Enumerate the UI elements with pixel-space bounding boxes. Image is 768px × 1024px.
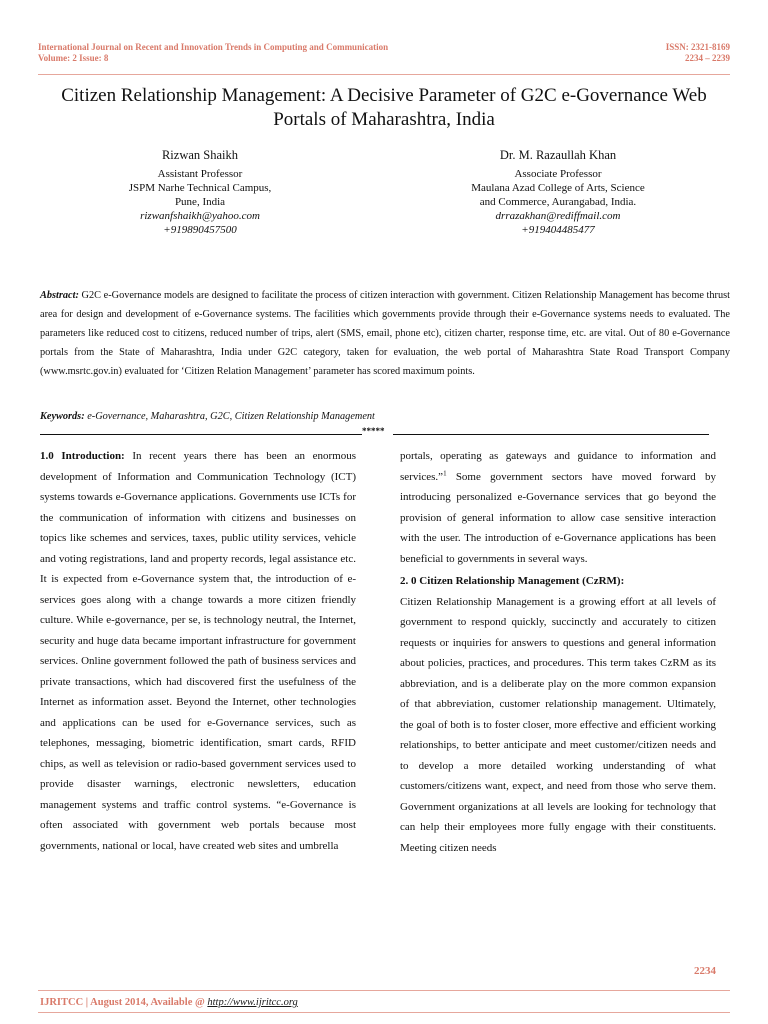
footer-rule (38, 990, 730, 991)
portals-text: portals, operating as gateways and guidance to information and services.” (400, 450, 716, 483)
abstract (40, 286, 730, 381)
volume-issue: Volume: 2 Issue: 8 (38, 53, 109, 63)
introduction-text: In recent years there has been an enormous development of Information and Communication Technology (ICT) systems towards e-Governance applications. Governments use ICTs for the communication of information with citizens and businesses on topics like schemes and services, taxes, public utility services, vehicle and voting registrations, land and property records, legal assistance etc. It is expected from e-Governance system that, the introduction of e-services goes along with a change towards a more citizen friendly culture. While e-governance, per se, is technology neutral, the Internet, security and huge data became important infrastructure for government services. Online government followed the path of business services and private transactions, which had discovered first the usefulness of the Internet as information asset. Beyond the Internet, other technologies and applications can be used for e-Governance services, such as telephones, messaging, biometric identification, smart cards, RFID chips, as well as television or radio-based government services used to provide disaster warnings, electronic newsletters, education management systems and traffic control systems. “e-Governance is often associated with government web portals because most governments, national or local, have created web sites and umbrella (40, 450, 356, 852)
page-number: 2234 (694, 965, 716, 977)
abstract-label: Abstract: (40, 290, 79, 301)
author-2 (418, 148, 698, 237)
author-1 (60, 148, 340, 237)
section-divider-left (40, 434, 362, 435)
author-affiliation: Maulana Azad College of Arts, Science (471, 182, 645, 194)
author-phone: +919890457500 (163, 224, 237, 236)
footer (40, 997, 298, 1008)
header-rule (38, 74, 730, 75)
author-affiliation: Pune, India (174, 196, 226, 208)
right-column (400, 446, 716, 858)
keywords-text: e-Governance, Maharashtra, G2C, Citizen Relationship Management (87, 411, 375, 422)
introduction-paragraph (40, 446, 356, 856)
czrm-paragraph: Citizen Relationship Management is a growing effort at all levels of government to respond quickly, succinctly and accurately to citizen requests or inquiries for answers to questions and general information about policies, practices, and procedures. This term takes CzRM as its abbreviation, and is a deliberate play on the more common expansion of that abbreviation, customer relationship management. Ultimately, the goal of both is to foster closer, more effective and efficient working relationships, to better anticipate and meet customer/citizen needs and to develop a more detailed working understanding of what customers/citizens want, expect, and need from those who serve them. Government organizations at all levels are looking for technology that can help their employees more fully engage with their constituents. Meeting citizen needs (400, 595, 716, 854)
section-divider-right (393, 434, 709, 435)
keywords-label: Keywords: (40, 411, 85, 422)
journal-link[interactable]: http://www.ijritcc.org (207, 997, 298, 1008)
author-phone: +919404485477 (521, 224, 595, 236)
author-name: Rizwan Shaikh (161, 148, 239, 162)
author-position: Associate Professor (514, 168, 602, 180)
footer-text: IJRITCC | August 2014, Available @ (40, 997, 205, 1008)
author-affiliation: and Commerce, Aurangabad, India. (479, 196, 637, 208)
section-divider-stars: ***** (362, 426, 385, 436)
keywords (40, 410, 730, 424)
portals-text-cont: Some government sectors have moved forward by introducing personalized e-Governance services that go beyond the provision of general information to allow case sensitive interaction with the user. The introduction of e-Governance applications has been beneficial to governments in several ways. (400, 470, 716, 565)
issn: ISSN: 2321-8169 (665, 42, 730, 52)
paper-title: Citizen Relationship Management: A Decisive Parameter of G2C e-Governance Web Portals of Maharashtra, India (61, 85, 707, 130)
footer-bottom-rule (38, 1012, 730, 1013)
journal-name: International Journal on Recent and Innovation Trends in Computing and Communication (38, 42, 389, 52)
author-position: Assistant Professor (157, 168, 243, 180)
page-range: 2234 – 2239 (685, 53, 730, 63)
author-email[interactable]: drrazakhan@rediffmail.com (495, 210, 621, 222)
right-paragraph-1 (400, 446, 716, 569)
introduction-heading: 1.0 Introduction: (40, 450, 125, 462)
author-name: Dr. M. Razaullah Khan (499, 148, 617, 162)
abstract-text: G2C e-Governance models are designed to facilitate the process of citizen interaction with government. Citizen Relationship Management has become thrust area for design and development of e-Governance systems. The facilities which governments provide through their e-Governance systems needs to evaluated. The parameters like reduced cost to citizens, reduced number of trips, alert (SMS, email, phone etc), citizen charter, response time, etc. are vital. Out of 80 e-Governance portals from the State of Maharashtra, India under G2C category, taken for evaluation, the web portal of Maharashtra State Road Transport Company (www.msrtc.gov.in) evaluated for ‘Citizen Relation Management’ parameter has scored maximum points. (40, 290, 730, 377)
footnote-marker[interactable]: 1 (443, 468, 447, 477)
left-column (40, 446, 356, 856)
author-email[interactable]: rizwanfshaikh@yahoo.com (140, 210, 260, 222)
czrm-heading: 2. 0 Citizen Relationship Management (CzRM): (400, 575, 625, 587)
author-affiliation: JSPM Narhe Technical Campus, (128, 182, 272, 194)
